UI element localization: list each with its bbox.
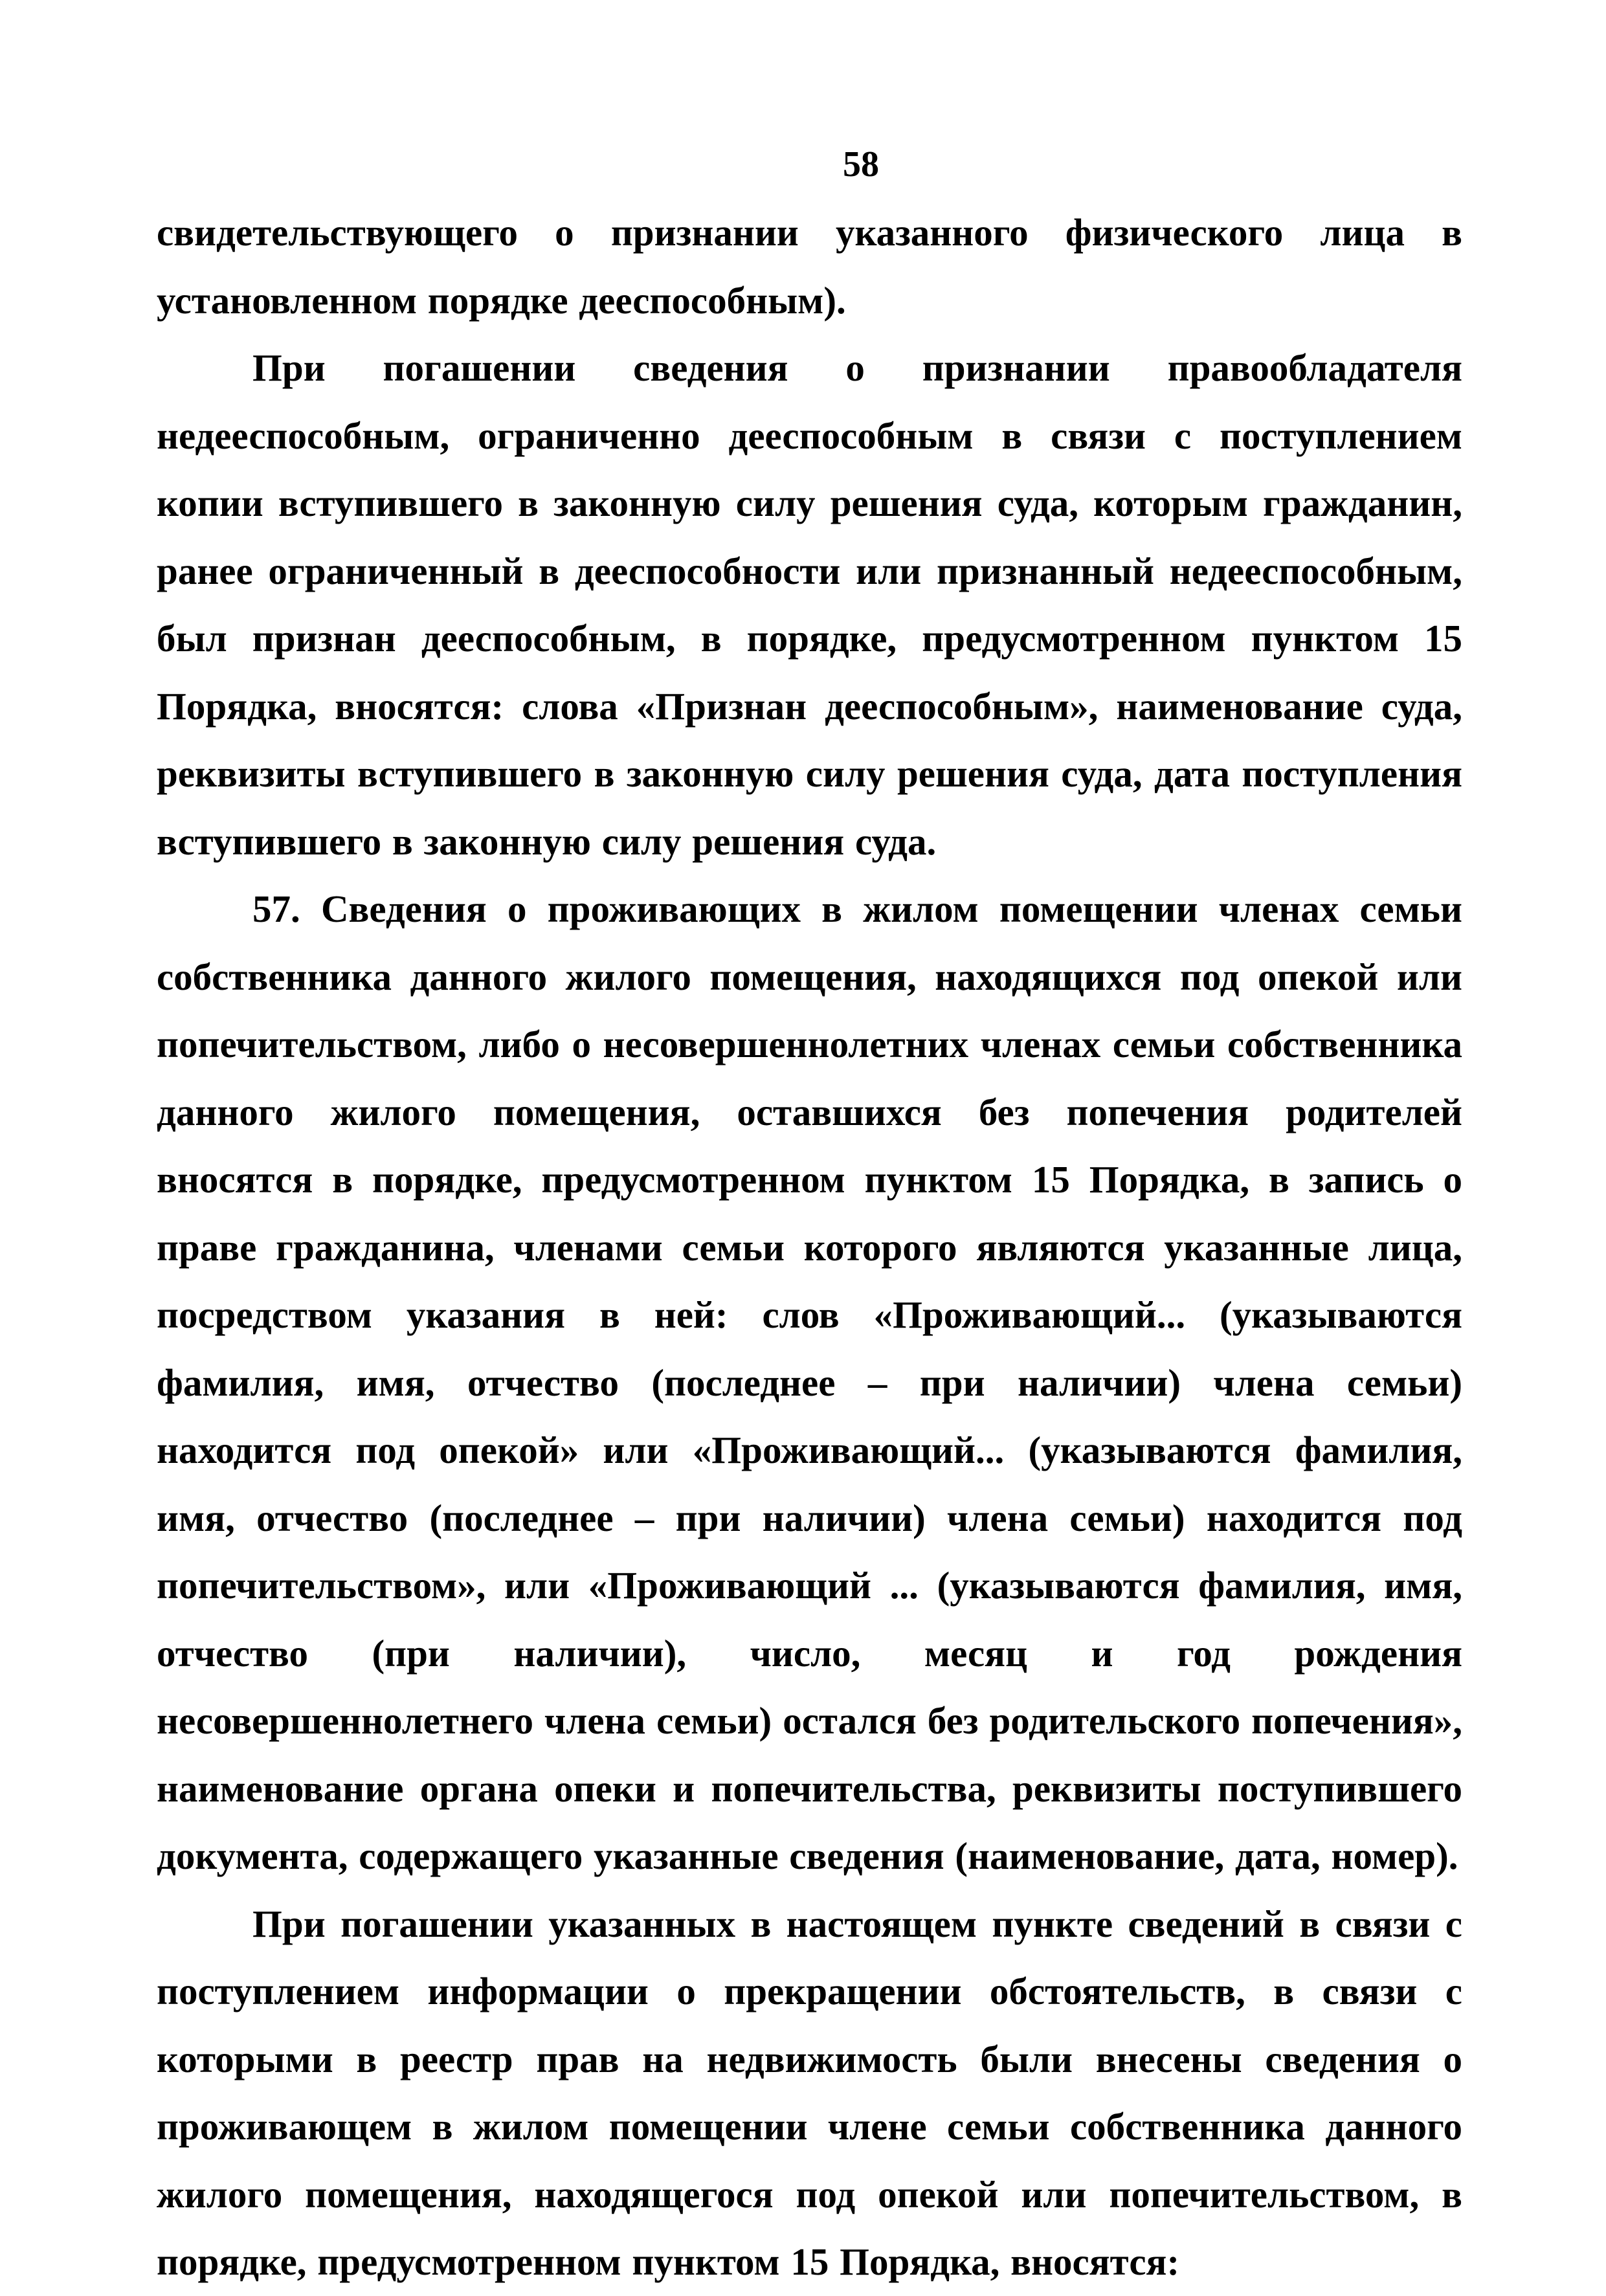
document-body: [157, 199, 1462, 2296]
paragraph-incapacity-repeal: При погашении сведения о признании правообладателя недееспособным, ограниченно дееспособным в связи с поступлением копии вступившего в законную силу решения суда, которым гражданин, ранее ограниченный в дееспособности или признанный недееспособным, был признан дееспособным, в порядке, предусмотренном пунктом 15 Порядка, вносятся: слова «Признан дееспособным», наименование суда, реквизиты вступившего в законную силу решения суда, дата поступления вступившего в законную силу решения суда.: [157, 346, 1462, 863]
paragraph-continuation: свидетельствующего о признании указанного физического лица в установленном порядке дееспособным).: [157, 211, 1462, 322]
paragraph-item-57: 57. Сведения о проживающих в жилом помещении членах семьи собственника данного жилого помещения, находящихся под опекой или попечительством, либо о несовершеннолетних членах семьи собственника данного жилого помещения, оставшихся без попечения родителей вносятся в порядке, предусмотренном пунктом 15 Порядка, в запись о праве гражданина, членами семьи которого являются указанные лица, посредством указания в ней: слов «Проживающий... (указываются фамилия, имя, отчество (последнее – при наличии) члена семьи) находится под опекой» или «Проживающий... (указываются фамилия, имя, отчество (последнее – при наличии) члена семьи) находится под попечительством», или «Проживающий ... (указываются фамилия, имя, отчество (при наличии), число, месяц и год рождения несовершеннолетнего члена семьи) остался без родительского попечения», наименование органа опеки и попечительства, реквизиты поступившего документа, содержащего указанные сведения (наименование, дата, номер).: [157, 887, 1462, 1877]
page-number: 58: [843, 144, 879, 184]
paragraph-repeal-info: При погашении указанных в настоящем пункте сведений в связи с поступлением информации о прекращении обстоятельств, в связи с которыми в реестр прав на недвижимость были внесены сведения о проживающем в жилом помещении члене семьи собственника данного жилого помещения, находящегося под опекой или попечительством, в порядке, предусмотренном пунктом 15 Порядка, вносятся:: [157, 1902, 1462, 2283]
